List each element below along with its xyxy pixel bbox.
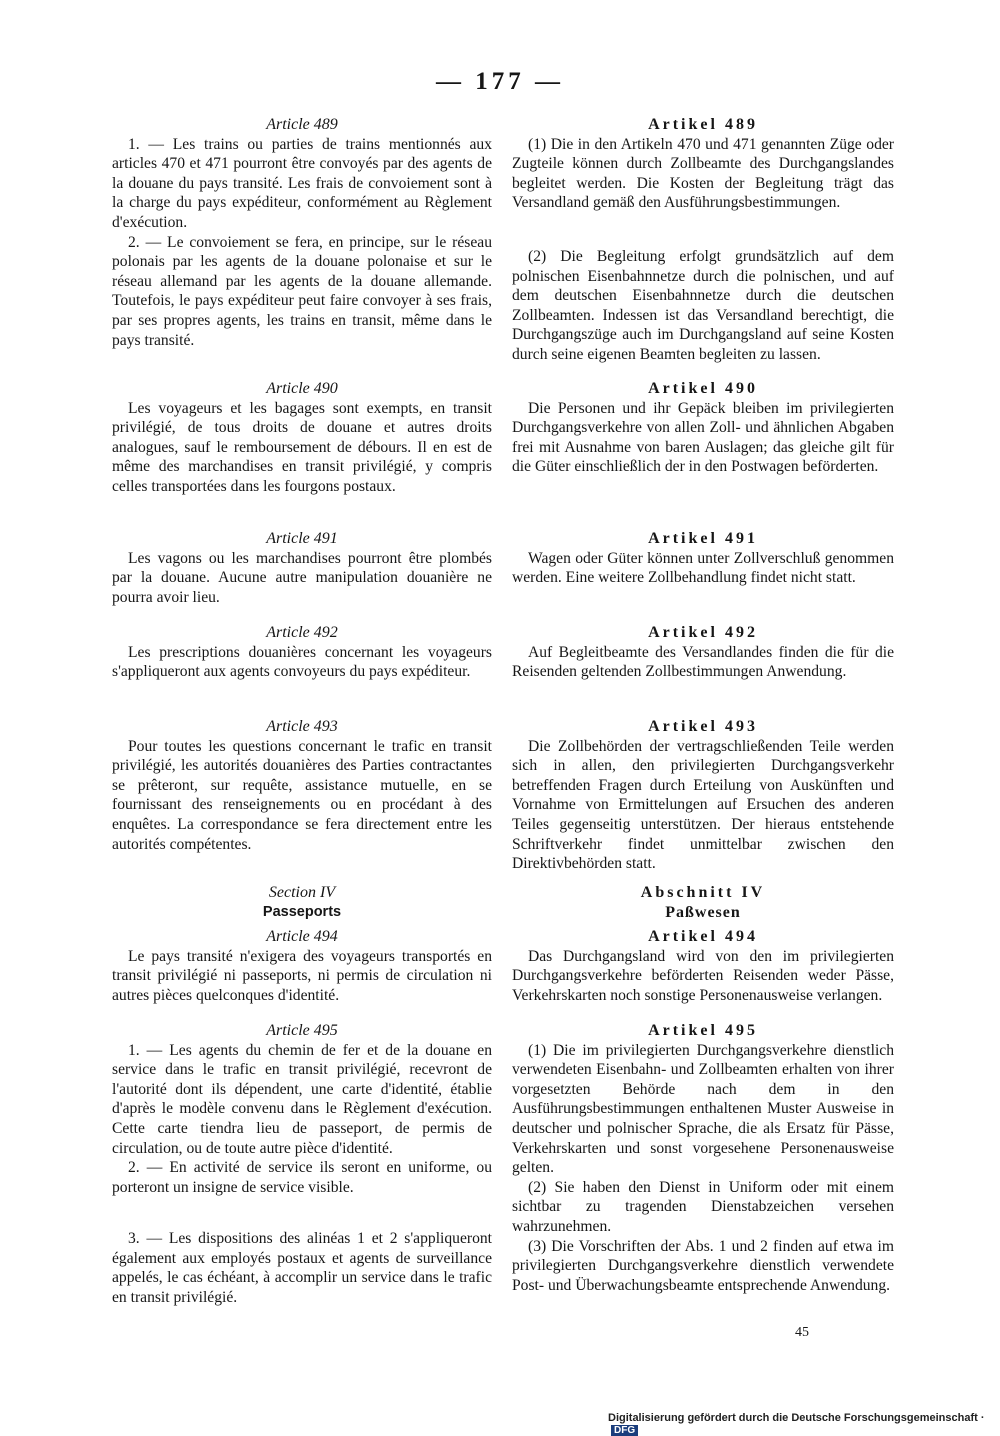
de-artikel-495 bbox=[512, 1021, 894, 1295]
paragraph: (1) Die in den Artikeln 470 und 471 genannten Züge oder Zugteile können durch Zollbeamte des Durchgangslandes begleitet werden. Die Kosten der Begleitung trägt das Versandland gemäß den Ausführungsbestimmungen. bbox=[512, 135, 894, 212]
fr-article-493 bbox=[112, 717, 492, 854]
de-artikel-490 bbox=[512, 379, 894, 477]
fr-article-492 bbox=[112, 623, 492, 682]
paragraph: (3) Die Vorschriften der Abs. 1 und 2 finden auf etwa im privilegierten Durchgangsverkehre dienstlich verwendete Post- und Überwachungsbeamte entsprechende Anwendung. bbox=[512, 1237, 894, 1294]
paragraph: 1. — Les trains ou parties de trains mentionnés aux articles 470 et 471 pourront être convoyés par des agents de la douane du pays transité. Les frais de convoiement sont à la charge du pays expéditeur, conformément au Règlement d'exécution. bbox=[112, 135, 492, 231]
fr-article-489 bbox=[112, 115, 492, 350]
paragraph: Die Personen und ihr Gepäck bleiben im privilegierten Durchgangsverkehre von allen Zoll- und ähnlichen Abgaben frei mit Ausnahme von baren Auslagen; das gleiche gilt für die Güter einschließlich der in den Postwagen beförderten. bbox=[512, 399, 894, 476]
digitization-footer: Digitalisierung gefördert durch die Deutsche Forschungsgemeinschaft · DFG bbox=[608, 1412, 985, 1436]
paragraph: Die Zollbehörden der vertragschließenden Teile werden sich in allen, den privilegierten Durchgangsverkehr betreffenden Fragen durch Erteilung von Auskünften und Vornahme von Ermittelungen auf Ersuchen des anderen Teiles gegenseitig unterstützen. Der hieraus entstehende Schriftverkehr findet unmittelbar zwischen den Direktivbehörden statt. bbox=[512, 737, 894, 873]
article-heading: Article 495 bbox=[266, 1022, 338, 1039]
paragraph: Das Durchgangsland wird von den im privilegierten Durchgangsverkehre beförderten Reisenden weder Pässe, Verkehrskarten noch sonstige Personenausweise verlangen. bbox=[512, 947, 894, 1004]
fr-article-490 bbox=[112, 379, 492, 497]
page-number: — 177 — bbox=[436, 68, 564, 95]
article-heading: Article 490 bbox=[266, 380, 338, 397]
paragraph: 3. — Les dispositions des alinéas 1 et 2 s'appliqueront également aux employés postaux et agents de surveillance appelés, le cas échéant, à accomplir un service dans le trafic en transit privilégié. bbox=[112, 1230, 492, 1306]
fr-section-iv bbox=[112, 883, 492, 922]
article-heading: Article 489 bbox=[266, 116, 338, 133]
section-heading: Section IV bbox=[268, 884, 336, 901]
fr-article-491 bbox=[112, 529, 492, 607]
paragraph: Le pays transité n'exigera des voyageurs transportés en transit privilégié ni passeports, ni permis de circulation ni autres pièces quelconques d'identité. bbox=[112, 947, 492, 1004]
article-heading: Artikel 492 bbox=[648, 624, 758, 641]
paragraph: (2) Die Begleitung erfolgt grundsätzlich auf dem polnischen Eisenbahnnetze durch die polnischen, und auf dem deutschen Eisenbahnnetze durch die deutschen Zollbeamten. Indessen ist das Versandland berechtigt, die Durchgangszüge auch im Durchgangsland auf seine Kosten durch seine eigenen Beamten begleiten zu lassen. bbox=[512, 248, 894, 363]
fr-article-495-para-3 bbox=[112, 1229, 492, 1307]
article-heading: Artikel 494 bbox=[648, 928, 758, 945]
fr-article-495 bbox=[112, 1021, 492, 1197]
paragraph: Pour toutes les questions concernant le trafic en transit privilégié, les autorités douanières des Parties contractantes se prêteront, sur requête, assistance mutuelle, en se fournissant des renseignements ou en procédant à des enquêtes. La correspondance se fera directement entre les autorités compétentes. bbox=[112, 737, 492, 853]
article-heading: Artikel 490 bbox=[648, 380, 758, 397]
article-heading: Artikel 493 bbox=[648, 718, 758, 735]
fr-article-494 bbox=[112, 927, 492, 1005]
paragraph: Les vagons ou les marchandises pourront être plombés par la douane. Aucune autre manipulation douanière ne pourra avoir lieu. bbox=[112, 549, 492, 606]
article-heading: Article 492 bbox=[266, 624, 338, 641]
article-heading: Artikel 491 bbox=[648, 530, 758, 547]
de-artikel-492 bbox=[512, 623, 894, 682]
article-heading: Article 494 bbox=[266, 928, 338, 945]
paragraph: Les prescriptions douanières concernant les voyageurs s'appliqueront aux agents convoyeurs du pays expéditeur. bbox=[112, 643, 492, 681]
section-subtitle: Paßwesen bbox=[665, 903, 741, 921]
de-artikel-489 bbox=[512, 115, 894, 213]
paragraph: 1. — Les agents du chemin de fer et de la douane en service dans le trafic en transit privilégié, recevront de l'autorité dont ils dépendent, une carte d'identité, établie d'après le modèle convenu dans le Règlement d'exécution. Cette carte tiendra lieu de passeport, de permis de circulation, ou de toute autre pièce d'identité. bbox=[112, 1041, 492, 1157]
de-abschnitt-iv bbox=[512, 883, 894, 922]
paragraph: Wagen oder Güter können unter Zollverschluß genommen werden. Eine weitere Zollbehandlung findet nicht statt. bbox=[512, 549, 894, 587]
article-heading: Artikel 495 bbox=[648, 1022, 758, 1039]
dfg-logo: DFG bbox=[611, 1425, 638, 1436]
article-heading: Article 493 bbox=[266, 718, 338, 735]
paragraph: 2. — Le convoiement se fera, en principe, sur le réseau polonais par les agents de la douane polonaise et sur le réseau allemand par les agents de la douane allemande. Toutefois, le pays expéditeur peut faire convoyer à ses frais, par ses propres agents, les trains en transit, même dans le pays transité. bbox=[112, 233, 492, 349]
paragraph: 2. — En activité de service ils seront en uniforme, ou porteront un insigne de service visible. bbox=[112, 1159, 492, 1196]
de-artikel-494 bbox=[512, 927, 894, 1005]
paragraph: Auf Begleitbeamte des Versandlandes finden die für die Reisenden geltenden Zollbestimmungen Anwendung. bbox=[512, 643, 894, 681]
section-subtitle: Passeports bbox=[262, 903, 342, 920]
de-artikel-489-para-2 bbox=[512, 247, 894, 365]
section-heading: Abschnitt IV bbox=[640, 884, 766, 901]
de-artikel-491 bbox=[512, 529, 894, 588]
paragraph: Les voyageurs et les bagages sont exempts, en transit privilégié, de tous droits de douane et autres droits analogues, sauf le remboursement de débours. Il en est de même des marchandises en transit privilégié, y compris celles transportées dans les fourgons postaux. bbox=[112, 399, 492, 495]
de-artikel-493 bbox=[512, 717, 894, 874]
paragraph: (1) Die im privilegierten Durchgangsverkehre dienstlich verwendeten Eisenbahn- und Zollbeamten erhalten von ihrer vorgesetzten Behörde nach dem in den Ausführungsbestimmungen enthaltenen Muster Ausweise in deutscher und polnischer Sprache, die als Ersatz für Pässe, Verkehrskarten und sonst vorgesehene Personenausweise gelten. bbox=[512, 1041, 894, 1177]
folio-number: 45 bbox=[795, 1325, 809, 1340]
article-heading: Article 491 bbox=[266, 530, 338, 547]
article-heading: Artikel 489 bbox=[648, 116, 758, 133]
footer-text: Digitalisierung gefördert durch die Deutsche Forschungsgemeinschaft bbox=[608, 1412, 978, 1424]
paragraph: (2) Sie haben den Dienst in Uniform oder mit einem sichtbar zu tragenden Dienstabzeichen versehen wahrzunehmen. bbox=[512, 1178, 894, 1235]
